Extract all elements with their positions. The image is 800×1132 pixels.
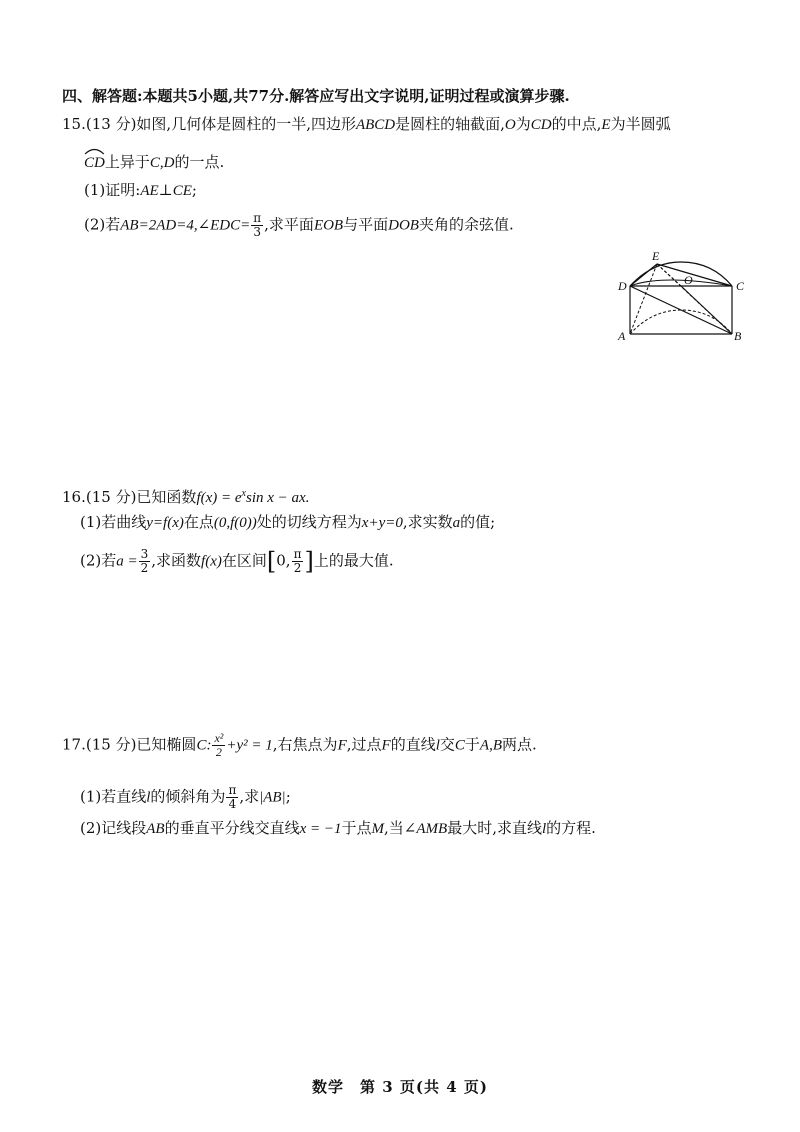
q17-part2	[80, 818, 596, 839]
bottom-arc	[630, 310, 732, 334]
q16-p1-line: x+y=0	[361, 515, 403, 531]
q16-stem	[62, 484, 309, 508]
fraction-numerator: π	[253, 211, 262, 225]
q17-text: ,过点	[346, 735, 382, 754]
q15-text: 是圆柱的轴截面,	[395, 115, 505, 133]
q17-p2-text: 的方程.	[546, 819, 596, 837]
q17-f: F	[337, 737, 347, 754]
label-b: B	[734, 329, 742, 343]
label-a: A	[618, 329, 626, 343]
q15-e: E	[601, 117, 611, 133]
q17-p2-m: M	[371, 821, 385, 837]
q15-p2-text: 与平面	[343, 215, 389, 234]
q16-part2	[80, 548, 394, 575]
label-o: O	[684, 273, 693, 287]
q16-interval-open: [	[266, 547, 277, 576]
q15-o: O	[504, 117, 516, 133]
q16-p2-fx: f(x)	[201, 553, 222, 570]
q16-p2-text: 在区间	[221, 551, 267, 570]
fraction-denominator: 2	[140, 561, 149, 575]
fraction-denominator: 2	[215, 745, 222, 759]
q17-p2-text: 的垂直平分线交直线	[164, 819, 300, 837]
q17-p2-ab: AB	[146, 821, 165, 837]
q17-c: C:	[196, 737, 212, 754]
q17-p2-l: l	[541, 821, 547, 837]
q15-p1-end: ;	[191, 181, 197, 199]
q17-f2: F	[381, 737, 391, 754]
q15-cd: CD	[530, 117, 552, 133]
q17-p2-text: ,当	[384, 819, 404, 837]
fraction-denominator: 2	[293, 561, 302, 575]
q15-p2-label: (2)若	[84, 215, 121, 234]
q17-p2-label: (2)记线段	[80, 819, 147, 837]
q17-p1-label: (1)若直线	[80, 787, 147, 806]
q15-abcd: ABCD	[355, 117, 396, 133]
q15-p2-expr: AB=2AD=4,∠EDC=	[120, 217, 251, 234]
q15-p2-text: ,求平面	[264, 215, 314, 234]
q16-p1-text: 处的切线方程为	[256, 513, 362, 531]
edge-db	[630, 286, 732, 334]
q16-p1-text: 在点	[183, 513, 214, 531]
q16-expr: sin x − ax.	[246, 490, 310, 506]
q15-text: 为半圆弧	[610, 115, 671, 133]
q16-part1	[80, 512, 495, 533]
fraction-numerator: 3	[140, 547, 149, 561]
label-e: E	[652, 249, 660, 263]
q17-p2-text: 最大时,求直线	[447, 819, 542, 837]
section-header: 四、解答题:本题共5小题,共77分.解答应写出文字说明,证明过程或演算步骤.	[62, 87, 570, 105]
q17-p2-text: 于点	[341, 819, 372, 837]
q17-p1-text: ,求	[239, 787, 260, 806]
q16-p1-a: a	[452, 515, 461, 531]
q17-part1	[80, 784, 291, 811]
q15-figure	[612, 246, 772, 346]
q16-p1-label: (1)若曲线	[80, 513, 147, 531]
fraction-numerator: x²	[214, 731, 224, 745]
q15-part1	[84, 180, 197, 201]
q17-text: 于	[464, 735, 480, 754]
q17-c2: C	[454, 737, 465, 754]
fraction-numerator: π	[228, 783, 237, 797]
q17-p1-l: l	[146, 789, 151, 806]
q15-p1-label: (1)证明:	[84, 181, 141, 199]
q15-arc-cd	[84, 153, 105, 173]
page-footer: 数学 第 3 页(共 4 页)	[312, 1078, 488, 1096]
q15-text: 上异于	[104, 153, 150, 171]
q17-text: 已知椭圆	[136, 735, 197, 754]
q16-exp: x	[241, 488, 246, 499]
q17-p1-abs: |AB|	[259, 789, 286, 806]
q15-part2	[84, 212, 514, 239]
q17-text: 两点.	[502, 735, 537, 754]
q15-text: 如图,几何体是圆柱的一半,四边形	[136, 115, 356, 133]
q16-p1-text: 的值;	[460, 513, 496, 531]
q17-p2-angle: ∠AMB	[403, 821, 448, 837]
q17-points: (15 分)	[85, 735, 137, 754]
q16-interval-zero: 0,	[276, 551, 291, 570]
label-c: C	[736, 279, 745, 293]
q17-p1-fraction	[226, 784, 238, 811]
q16-text: 已知函数	[136, 488, 197, 506]
q16-p2-text: 上的最大值.	[313, 551, 394, 570]
fraction-denominator: 4	[228, 797, 237, 811]
q16-p1-text: ,求实数	[402, 513, 453, 531]
q15-p2-fraction	[251, 212, 263, 239]
q16-p2-a: a =	[116, 553, 138, 570]
q16-eq: = e	[217, 490, 242, 506]
q16-interval-close: ]	[304, 547, 314, 576]
q15-text: 的中点,	[551, 115, 602, 133]
q15-points: (13 分)	[85, 115, 137, 133]
q15-number: 15.	[62, 115, 86, 133]
q16-number: 16.	[62, 488, 86, 506]
q15-stem-line2	[84, 152, 224, 173]
fraction-numerator: π	[293, 547, 302, 561]
q16-p2-fraction	[139, 548, 151, 575]
q17-number: 17.	[62, 735, 86, 754]
q17-p2-line: x = −1	[299, 821, 342, 837]
q15-cd-pair: C,D	[149, 155, 175, 171]
q16-interval-fraction	[292, 548, 304, 575]
q17-text: 的直线	[390, 735, 436, 754]
q16-p1-point: (0,f(0))	[213, 515, 257, 531]
q17-l: l	[435, 737, 440, 754]
q16-p2-label: (2)若	[80, 551, 117, 570]
arc-cd-text: CD	[84, 155, 105, 171]
q17-ab: A,B	[479, 737, 502, 754]
q15-text: 的一点.	[174, 153, 225, 171]
q16-p2-text: ,求函数	[151, 551, 202, 570]
arc-mark-icon	[84, 147, 105, 155]
q15-stem-line1	[62, 114, 671, 135]
q17-text: ,右焦点为	[272, 735, 338, 754]
q16-points: (15 分)	[85, 488, 137, 506]
q15-p2-dob: DOB	[388, 217, 419, 234]
q17-text: 交	[439, 735, 455, 754]
q17-p1-text: 的倾斜角为	[150, 787, 226, 806]
fraction-denominator: 3	[253, 225, 262, 239]
q16-p1-curve: y=f(x)	[146, 515, 184, 531]
q15-p1-expr: AE⊥CE	[140, 183, 192, 199]
q17-fraction	[212, 732, 225, 759]
q16-fx: f(x)	[196, 490, 218, 506]
q15-p2-text: 夹角的余弦值.	[418, 215, 514, 234]
q15-p2-eob: EOB	[313, 217, 344, 234]
q17-p1-end: ;	[285, 787, 291, 806]
q17-eq: +y² = 1	[226, 737, 273, 754]
label-d: D	[618, 279, 627, 293]
q15-text: 为	[515, 115, 531, 133]
q17-stem	[62, 732, 537, 759]
